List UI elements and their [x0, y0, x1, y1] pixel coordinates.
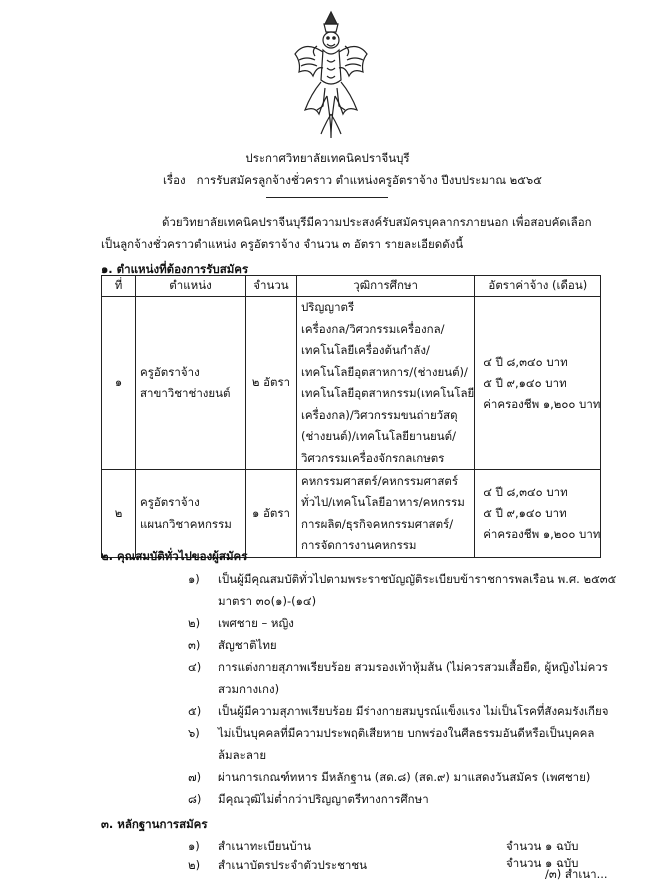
list-item — [188, 725, 594, 743]
qualification-line: เครื่องกล/วิศวกรรมเครื่องกล/ — [301, 321, 445, 336]
list-item — [188, 791, 429, 809]
list-item — [188, 838, 311, 856]
list-text: เป็นผู้มีคุณสมบัติทั่วไปตามพระราชบัญญัติระเบียบข้าราชการพลเรือน พ.ศ. ๒๕๓๕ — [218, 572, 617, 586]
position-line: แผนกวิชาคหกรรม — [140, 516, 232, 531]
qualification-line: การผลิต/ธุรกิจคหกรรมศาสตร์/ — [301, 516, 454, 531]
subject-line — [163, 172, 542, 190]
qualification-line: ปริญญาตรี — [301, 300, 355, 314]
row-position — [136, 297, 246, 470]
col-header-qualification: วุฒิการศึกษา — [297, 276, 475, 297]
list-text: เป็นผู้มีความสุภาพเรียบร้อย มีร่างกายสมบูรณ์แข็งแรง ไม่เป็นโรคที่สังคมรังเกียจ — [218, 704, 609, 718]
list-text: สำเนาบัตรประจำตัวประชาชน — [218, 858, 368, 872]
list-item — [188, 659, 608, 677]
position-line: ครูอัตราจ้าง — [140, 364, 200, 379]
intro-line-1: ด้วยวิทยาลัยเทคนิคปราจีนบุรีมีความประสงค์รับสมัครบุคลากรภายนอก เพื่อสอบคัดเลือก — [162, 215, 592, 229]
list-text: มีคุณวุฒิไม่ต่ำกว่าปริญญาตรีทางการศึกษา — [218, 792, 429, 806]
row-count: ๒ อัตรา — [246, 297, 297, 470]
row-no: ๑ — [102, 297, 136, 470]
salary-line: ๕ ปี ๙,๑๔๐ บาท — [483, 375, 567, 390]
list-number: ๑) — [188, 572, 200, 586]
list-item-continuation: มาตรา ๓๐(๑)-(๑๔) — [218, 594, 317, 608]
qualification-line: เทคโนโลยีอุตสาหการ/(ช่างยนต์)/ — [301, 364, 468, 379]
document-quantity: จำนวน ๑ ฉบับ — [506, 839, 579, 853]
list-item — [188, 637, 277, 655]
list-number: ๒) — [188, 858, 201, 872]
list-text: สำเนาทะเบียนบ้าน — [218, 839, 311, 853]
list-number: ๑) — [188, 839, 200, 853]
qualification-line: เทคโนโลยีเครื่องต้นกำลัง/ — [301, 343, 430, 357]
salary-line: ค่าครองชีพ ๑,๒๐๐ บาท — [483, 527, 601, 541]
title-divider — [266, 197, 388, 198]
qualification-line: ทั่วไป/เทคโนโลยีอาหาร/คหกรรม — [301, 495, 465, 509]
announcement-title: ประกาศวิทยาลัยเทคนิคปราจีนบุรี — [245, 151, 410, 165]
document-quantity: จำนวน ๑ ฉบับ — [506, 856, 579, 870]
list-text: ผ่านการเกณฑ์ทหาร มีหลักฐาน (สด.๘) (สด.๙) มาแสดงวันสมัคร (เพศชาย) — [218, 770, 591, 784]
list-text: การแต่งกายสุภาพเรียบร้อย สวมรองเท้าหุ้มส้น (ไม่ควรสวมเสื้อยืด, ผู้หญิงไม่ควร — [218, 660, 608, 674]
list-item — [188, 703, 609, 721]
intro-line-2: เป็นลูกจ้างชั่วคราวตำแหน่ง ครูอัตราจ้าง จำนวน ๓ อัตรา รายละเอียดดังนี้ — [101, 237, 464, 251]
qualification-line: คหกรรมศาสตร์/คหกรรมศาสตร์ — [301, 473, 459, 488]
salary-line: ค่าครองชีพ ๑,๒๐๐ บาท — [483, 396, 601, 411]
list-text: ไม่เป็นบุคคลที่มีความประพฤติเสียหาย บกพร่องในศีลธรรมอันดีหรือเป็นบุคคล — [218, 726, 595, 740]
list-number: ๓) — [188, 638, 201, 652]
qualification-line: (ช่างยนต์)/เทคโนโลยียานยนต์/ — [301, 429, 456, 443]
qualification-line: เครื่องกล)/วิศวกรรมขนถ่ายวัสดุ — [301, 407, 458, 422]
qualification-line: วิศวกรรมเครื่องจักรกลเกษตร — [301, 450, 445, 465]
list-number: ๗) — [188, 770, 202, 784]
col-header-salary: อัตราค่าจ้าง (เดือน) — [475, 276, 601, 297]
list-number: ๕) — [188, 704, 202, 718]
salary-line: ๕ ปี ๙,๑๔๐ บาท — [483, 506, 567, 520]
row-position — [136, 470, 246, 558]
row-qualification — [297, 297, 475, 470]
list-item — [188, 615, 294, 633]
list-item — [188, 571, 616, 589]
list-number: ๔) — [188, 660, 202, 674]
table-row — [102, 297, 601, 470]
salary-line: ๔ ปี ๘,๓๔๐ บาท — [483, 485, 568, 499]
list-number: ๒) — [188, 616, 201, 630]
position-line: ครูอัตราจ้าง — [140, 495, 200, 509]
qualification-line: เทคโนโลยีอุตสาหกรรม(เทคโนโลยี — [301, 386, 475, 400]
list-text: เพศชาย – หญิง — [218, 616, 294, 630]
row-salary — [475, 297, 601, 470]
row-salary — [475, 470, 601, 558]
position-line: สาขาวิชาช่างยนต์ — [140, 386, 231, 400]
section1-heading: ๑. ตำแหน่งที่ต้องการรับสมัคร — [101, 262, 249, 276]
col-header-count: จำนวน — [246, 276, 297, 297]
list-item — [188, 857, 367, 875]
table-row — [102, 470, 601, 558]
qualification-line: การจัดการงานคหกรรม — [301, 538, 417, 552]
subject-text: การรับสมัครลูกจ้างชั่วคราว ตำแหน่งครูอัตราจ้าง ปีงบประมาณ ๒๕๖๕ — [196, 173, 542, 187]
col-header-no: ที่ — [102, 276, 136, 297]
section2-heading: ๒. คุณสมบัติทั่วไปของผู้สมัคร — [101, 549, 248, 563]
row-no: ๒ — [102, 470, 136, 558]
row-count: ๑ อัตรา — [246, 470, 297, 558]
list-item-continuation: สวมกางเกง) — [218, 682, 280, 696]
section3-heading: ๓. หลักฐานการสมัคร — [101, 817, 208, 831]
list-number: ๖) — [188, 726, 200, 740]
positions-table — [101, 275, 601, 558]
list-item — [188, 769, 590, 787]
table-header-row — [102, 276, 601, 297]
row-qualification — [297, 470, 475, 558]
subject-label: เรื่อง — [163, 173, 186, 187]
garuda-emblem-icon — [291, 10, 371, 142]
list-text: สัญชาติไทย — [218, 638, 277, 652]
col-header-position: ตำแหน่ง — [136, 276, 246, 297]
list-item-continuation: ล้มละลาย — [218, 748, 267, 762]
list-number: ๘) — [188, 792, 202, 806]
salary-line: ๔ ปี ๘,๓๔๐ บาท — [483, 354, 568, 369]
page-continuation: /๓) สำเนา... — [545, 867, 608, 881]
